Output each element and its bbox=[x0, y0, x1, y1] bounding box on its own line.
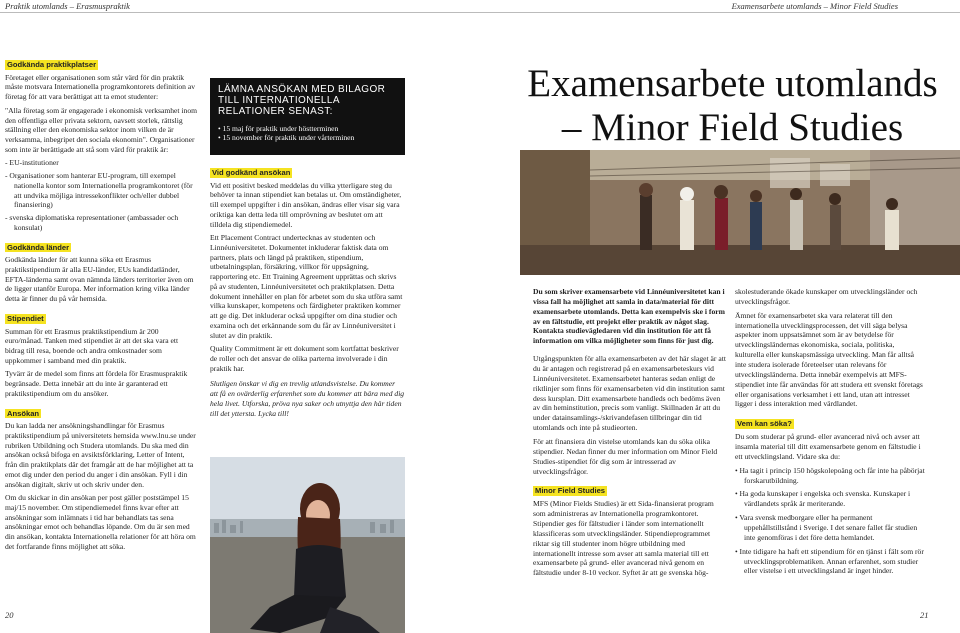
intro-paragraph: Du som skriver examensarbete vid Linnéuniversitetet kan i vissa fall ha möjlighet att samla in data/material för ditt examensarbete utomlands. Detta kan exempelvis ske i form av en fältstudie, ett projekt eller praktik av något slag. Kontakta studievägledaren vid din institution för att få information om vilka möjligheter som finns för just dig. bbox=[533, 287, 725, 346]
deadline-item: • 15 maj för praktik under höstterminen bbox=[218, 123, 339, 133]
column-2 bbox=[210, 168, 405, 422]
paragraph: Ämnet för examensarbetet ska vara relaterat till den internationella utvecklingsprocessen, det vill säga belysa aspekter inom uppsatsämnet som är av betydelse för utvecklingsländernas ekonomiska, sociala, politiska, kulturella eller kunskapsmässiga utveckling. Man får alltså inte studera isolerade företeelser utan relevans för utvecklingsländerna. Detta innebär exempelvis att MFS-stipendiet inte får användas för att studera ett svenskt företags eller organisations verksamhet i ett land, utan att intresset ligger i dess interaktion med värdlandet. bbox=[735, 310, 923, 409]
deadline-box bbox=[210, 78, 405, 155]
photo-illustration bbox=[210, 457, 405, 633]
column-1 bbox=[5, 60, 198, 556]
heading-ansokan: Ansökan bbox=[7, 408, 40, 418]
paragraph: Vid ett positivt besked meddelas du vilka ytterligare steg du behöver ta innan stipendiet kan betalas ut. Om omständigheter, till exempel uppgifter i din ansökan, ändras eller visar sig vara oriktiga kan detta leda till omprövning av beslutet om att tilldela dig stipendiemedel. bbox=[210, 180, 402, 229]
photo-illustration bbox=[520, 150, 960, 275]
excluded-list bbox=[5, 158, 198, 232]
deadline-item: • 15 november för praktik under vårterminen bbox=[218, 133, 355, 143]
column-3 bbox=[533, 287, 728, 582]
paragraph: Quality Commitment är ett dokument som kortfattat beskriver de roller och det ansvar de olika parterna involverade i din praktik har. bbox=[210, 344, 399, 373]
paragraph: Godkända länder för att kunna söka ett Erasmus praktikstipendium är alla EU-länder, EUs kandidatländer, EFTA-länderna samt ovan nämnda länders territorier även om de ligger utanför Europa. Mer information kring vilka länder detta är finner du på vår hemsida. bbox=[5, 255, 194, 304]
header-rule bbox=[0, 12, 960, 13]
heading-godkanda-praktikplatser: Godkända praktikplatser bbox=[7, 60, 97, 69]
photo-woman-city-view bbox=[210, 457, 405, 633]
paragraph: Du kan ladda ner ansökningshandlingar för Erasmus praktikstipendium på universitetets hemsida www.lnu.se under rubriken Utbildning och Studera utomlands. Du ska med din ansökan också bifoga en avsiktsförklaring, Letter of Intent, från din praktikplats där det framgår att de har möjlighet att ta emot dig under den period du anger i din ansökan. Fyll i din ansökan digitalt, skriv ut och skriv under den. bbox=[5, 421, 196, 489]
list-item: • Vara svensk medborgare eller ha permanent uppehållstillstånd i Sverige. I det senare fallet får studien inte genomföras i det före detta hemlandet. bbox=[735, 513, 918, 542]
column-4 bbox=[735, 287, 925, 580]
closing-quote: Slutligen önskar vi dig en trevlig utlandsvistelse. Du kommer att få en ovärderlig erfarenhet som du kommer att bära med dig hela livet. Utforska, pröva nya saker och utnyttja den här tiden till det yttersta. Lycka till! bbox=[210, 379, 405, 418]
paragraph: Utgångspunkten för alla examensarbeten av det här slaget är att du är antagen och registrerad på en examensarbeteskurs vid Linnéuniversitetet. Examensarbetet hanteras sedan enligt de riktlinjer som finns för examensarbeten vid din institution samt dess kursplan. Ditt examensarbete handleds och bedöms även av din heminstitution, precis som vanligt. Skillnaden är att du under datainsamlings-/skrivandefasen tillbringar din tid utomlands och inte på studieorten. bbox=[533, 354, 726, 433]
eligibility-list bbox=[735, 466, 925, 577]
paragraph: Företaget eller organisationen som står värd för din praktik måste motsvara Internationella programkontorets definition av företag för att vara berättigat att ta emot studenter: bbox=[5, 72, 195, 102]
paragraph: Ett Placement Contract undertecknas av studenten och Linnéuniversitetet. Dokumentet inkluderar faktisk data om partners, plats och längd på praktiken, stipendium, utbetalningsplan, försäkring, villkor för uppsägning, rapportering etc. Ett Training Agreement upprättas och skrivs på av studenten, Linnéuniversitetet och praktikplatsen. Detta dokument innehåller en plan för arbetet som du ska utföra samt vilka kunskaper, kompetens och färdigheter praktiken kommer att ge dig. Det inkluderar också uppgifter om dina studier och examina och det erkännande som du får av Linnéuniversitet i slutet av din praktik. bbox=[210, 233, 403, 340]
deadline-box-title: LÄMNA ANSÖKAN MED BILAGOR TILL INTERNATIONELLA RELATIONER SENAST: bbox=[218, 84, 386, 118]
page-title bbox=[520, 62, 945, 150]
list-item: - Organisationer som hanterar EU-program, till exempel nationella kontor som Internationella programkontoret (för att undvika möjliga intressekonflikter och/eller dubbel finansiering) bbox=[5, 171, 193, 210]
heading-stipendiet: Stipendiet bbox=[7, 313, 44, 323]
page-number-left: 20 bbox=[5, 610, 14, 620]
paragraph: MFS (Minor Fields Studies) är ett Sida-finansierat program som administreras av Internationella programkontoret. Stipendier ges för fältstudier i länder som internationellt klassificeras som utvecklingsländer. Stipendieprogrammet riktar sig till studenter inom högre utbildning med internationellt intresse som avser att samla material till ett examensarbete på grund- eller avancerad nivå genom en fältstudie under 8-10 veckor. Syftet är att ge svenska hög- bbox=[533, 499, 714, 578]
photo-market-street bbox=[520, 150, 960, 275]
heading-vid-godkand-ansokan: Vid godkänd ansökan bbox=[212, 168, 291, 177]
list-item: • Inte tidigare ha haft ett stipendium för en tjänst i fält som rör utvecklingsproblematiken. Annan erfarenhet, som studier eller vistelse i ett utvecklingsland är inget hinder. bbox=[735, 546, 924, 576]
paragraph: För att finansiera din vistelse utomlands kan du söka olika stipendier. Nedan finner du mer information om Minor Field Studies-stipendiet för dig som är intresserad av utvecklingsfrågor. bbox=[533, 437, 718, 476]
title-line-2: – Minor Field Studies bbox=[561, 106, 904, 150]
paragraph: skolestuderande ökade kunskaper om utvecklingsländer och utvecklingsfrågor. bbox=[735, 287, 918, 306]
paragraph: Du som studerar på grund- eller avancerad nivå och avser att insamla material till ditt examensarbete genom en fältstudie i ett utvecklingsland. Vidare ska du: bbox=[735, 432, 921, 461]
running-header-left: Praktik utomlands – Erasmuspraktik bbox=[5, 1, 130, 11]
list-item: • Ha goda kunskaper i engelska och svenska. Kunskaper i värdlandets språk är meriterande. bbox=[735, 489, 911, 509]
page-number-right: 21 bbox=[920, 610, 929, 620]
heading-minor-field-studies: Minor Field Studies bbox=[535, 486, 606, 496]
heading-vem-kan-soka: Vem kan söka? bbox=[737, 419, 792, 429]
paragraph: Om du skickar in din ansökan per post gäller poststämpel 15 maj/15 november. Om stipendiemedel finns kvar efter att ansökningar som inlämnats i tid har behandlats tas sena ansökningar emot och behandlas löpande. Om du är sen med din ansökan, kontakta Internationella relationer för att höra om det fortfarande finns möjlighet att söka. bbox=[5, 493, 196, 551]
list-item: • Ha tagit i princip 150 högskolepoäng och får inte ha påbörjat forskarutbildning. bbox=[735, 465, 925, 485]
title-line-1: Examensarbete utomlands bbox=[527, 62, 938, 105]
list-item: - EU-institutioner bbox=[5, 158, 59, 168]
paragraph: Tyvärr är de medel som finns att fördela för Erasmuspraktik begränsade. Detta innebär att du inte är garanterad ett praktikstipendium om du ansöker. bbox=[5, 369, 188, 398]
list-item: - svenska diplomatiska representationer (ambassader och konsulat) bbox=[5, 213, 179, 232]
paragraph: "Alla företag som är engagerade i ekonomisk verksamhet inom den offentliga eller privata sektorn, oavsett storlek, rättslig ställning eller den ekonomiska sektor inom vilken de är verksamma, inbegripet den sociala ekonomin". Organisationer som inte är berättigade att stå som värd för praktik är: bbox=[5, 105, 198, 154]
heading-godkanda-lander: Godkända länder bbox=[7, 242, 70, 252]
paragraph: Summan för ett Erasmus praktikstipendium är 200 euro/månad. Tanken med stipendiet är att det ska vara ett bidrag till resa, boende och andra omkostnader som uppkommer i samband med din praktik. bbox=[5, 326, 179, 365]
running-header-right: Examensarbete utomlands – Minor Field Studies bbox=[731, 1, 898, 11]
